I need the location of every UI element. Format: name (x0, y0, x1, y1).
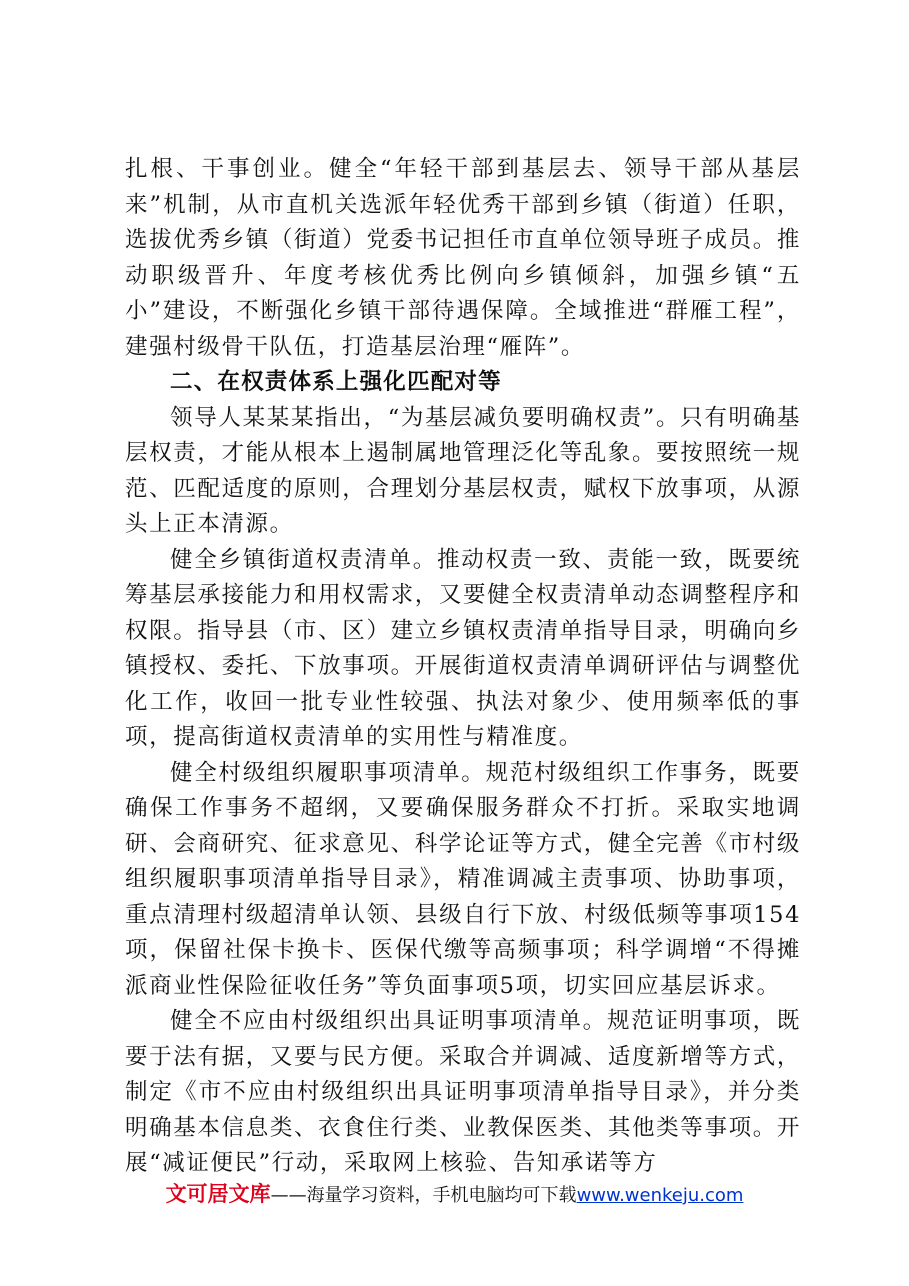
page-footer (0, 1180, 909, 1210)
paragraph-1: 扎根、干事创业。健全“年轻干部到基层去、领导干部从基层来”机制，从市直机关选派年轻优秀干部到乡镇（街道）任职，选拔优秀乡镇（街道）党委书记担任市直单位领导班子成员。推动职级晋升、年度考核优秀比例向乡镇倾斜，加强乡镇“五小”建设，不断强化乡镇干部待遇保障。全域推进“群雁工程”，建强村级骨干队伍，打造基层治理“雁阵”。 (125, 156, 801, 360)
paragraph-2: 领导人某某某指出，“为基层减负要明确权责”。只有明确基层权责，才能从根本上遏制属地管理泛化等乱象。要按照统一规范、匹配适度的原则，合理划分基层权责，赋权下放事项，从源头上正本清源。 (125, 404, 801, 537)
footer-website-link[interactable]: www.wenkeju.com (576, 1185, 744, 1206)
document-body (125, 152, 801, 1182)
footer-brand: 文可居文库 (165, 1182, 271, 1206)
section-heading-2: 二、在权责体系上强化匹配对等 (170, 369, 502, 395)
paragraph-4: 健全村级组织履职事项清单。规范村级组织工作事务，既要确保工作事务不超纲，又要确保服务群众不打折。采取实地调研、会商研究、征求意见、科学论证等方式，健全完善《市村级组织履职事项清单指导目录》，精准调减主责事项、协助事项，重点清理村级超清单认领、县级自行下放、村级低频等事项154项，保留社保卡换卡、医保代缴等高频事项；科学调增“不得摊派商业性保险征收任务”等负面事项5项，切实回应基层诉求。 (125, 759, 801, 999)
paragraph-3: 健全乡镇街道权责清单。推动权责一致、责能一致，既要统筹基层承接能力和用权需求，又要健全权责清单动态调整程序和权限。指导县（市、区）建立乡镇权责清单指导目录，明确向乡镇授权、委托、下放事项。开展街道权责清单调研评估与调整优化工作，收回一批专业性较强、执法对象少、使用频率低的事项，提高街道权责清单的实用性与精准度。 (125, 546, 801, 750)
footer-slogan: ——海量学习资料，手机电脑均可下载 (270, 1185, 577, 1206)
paragraph-5: 健全不应由村级组织出具证明事项清单。规范证明事项，既要于法有据，又要与民方便。采取合并调减、适度新增等方式，制定《市不应由村级组织出具证明事项清单指导目录》，并分类明确基本信息类、衣食住行类、业教保医类、其他类等事项。开展“减证便民”行动，采取网上核验、告知承诺等方 (125, 1008, 801, 1176)
